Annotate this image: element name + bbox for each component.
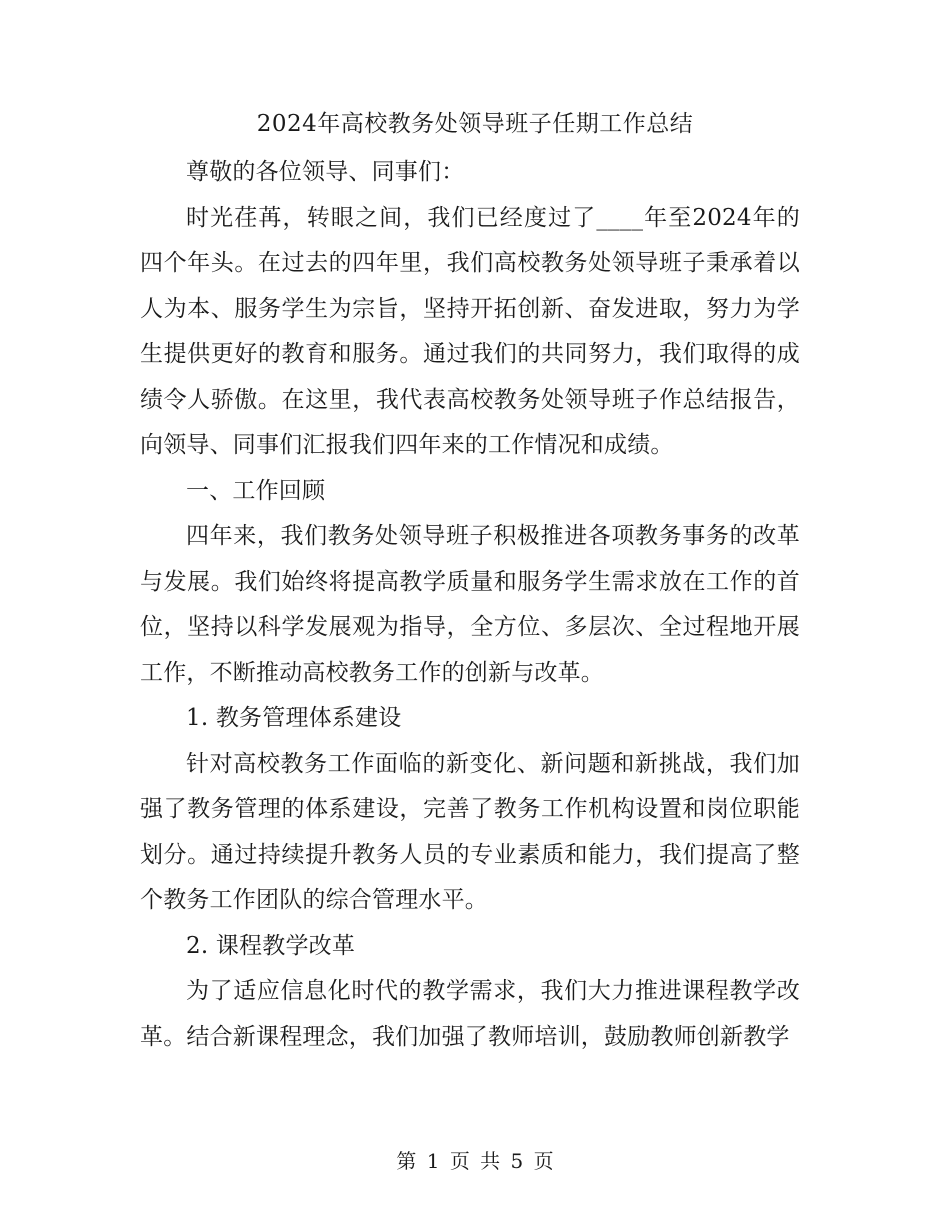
management-system-paragraph: 针对高校教务工作面临的新变化、新问题和新挑战，我们加强了教务管理的体系建设，完善了教务工作机构设置和岗位职能划分。通过持续提升教务人员的专业素质和能力，我们提高了整个教务工作团队的综合管理水平。 xyxy=(140,750,800,913)
work-review-paragraph: 四年来，我们教务处领导班子积极推进各项教务事务的改革与发展。我们始终将提高教学质量和服务学生需求放在工作的首位，坚持以科学发展观为指导，全方位、多层次、全过程地开展工作，不断推动高校教务工作的创新与改革。 xyxy=(140,523,800,686)
intro-paragraph: 时光荏苒，转眼之间，我们已经度过了____年至2024年的四个年头。在过去的四年里，我们高校教务处领导班子秉承着以人为本、服务学生为宗旨，坚持开拓创新、奋发进取，努力为学生提供更好的教育和服务。通过我们的共同努力，我们取得的成绩令人骄傲。在这里，我代表高校教务处领导班子作总结报告，向领导、同事们汇报我们四年来的工作情况和成绩。 xyxy=(140,204,800,458)
document-title: 2024年高校教务处领导班子任期工作总结 xyxy=(256,111,694,137)
page-footer: 第 1 页 共 5 页 xyxy=(396,1149,554,1173)
curriculum-reform-paragraph: 为了适应信息化时代的教学需求，我们大力推进课程教学改革。结合新课程理念，我们加强了教师培训，鼓励教师创新教学 xyxy=(140,978,800,1050)
subheading-management-system: 1. 教务管理体系建设 xyxy=(186,705,402,731)
salutation: 尊敬的各位领导、同事们： xyxy=(186,159,465,185)
document-body xyxy=(140,150,800,1060)
subheading-curriculum-reform: 2. 课程教学改革 xyxy=(186,932,356,959)
section-heading-work-review: 一、工作回顾 xyxy=(186,477,326,504)
